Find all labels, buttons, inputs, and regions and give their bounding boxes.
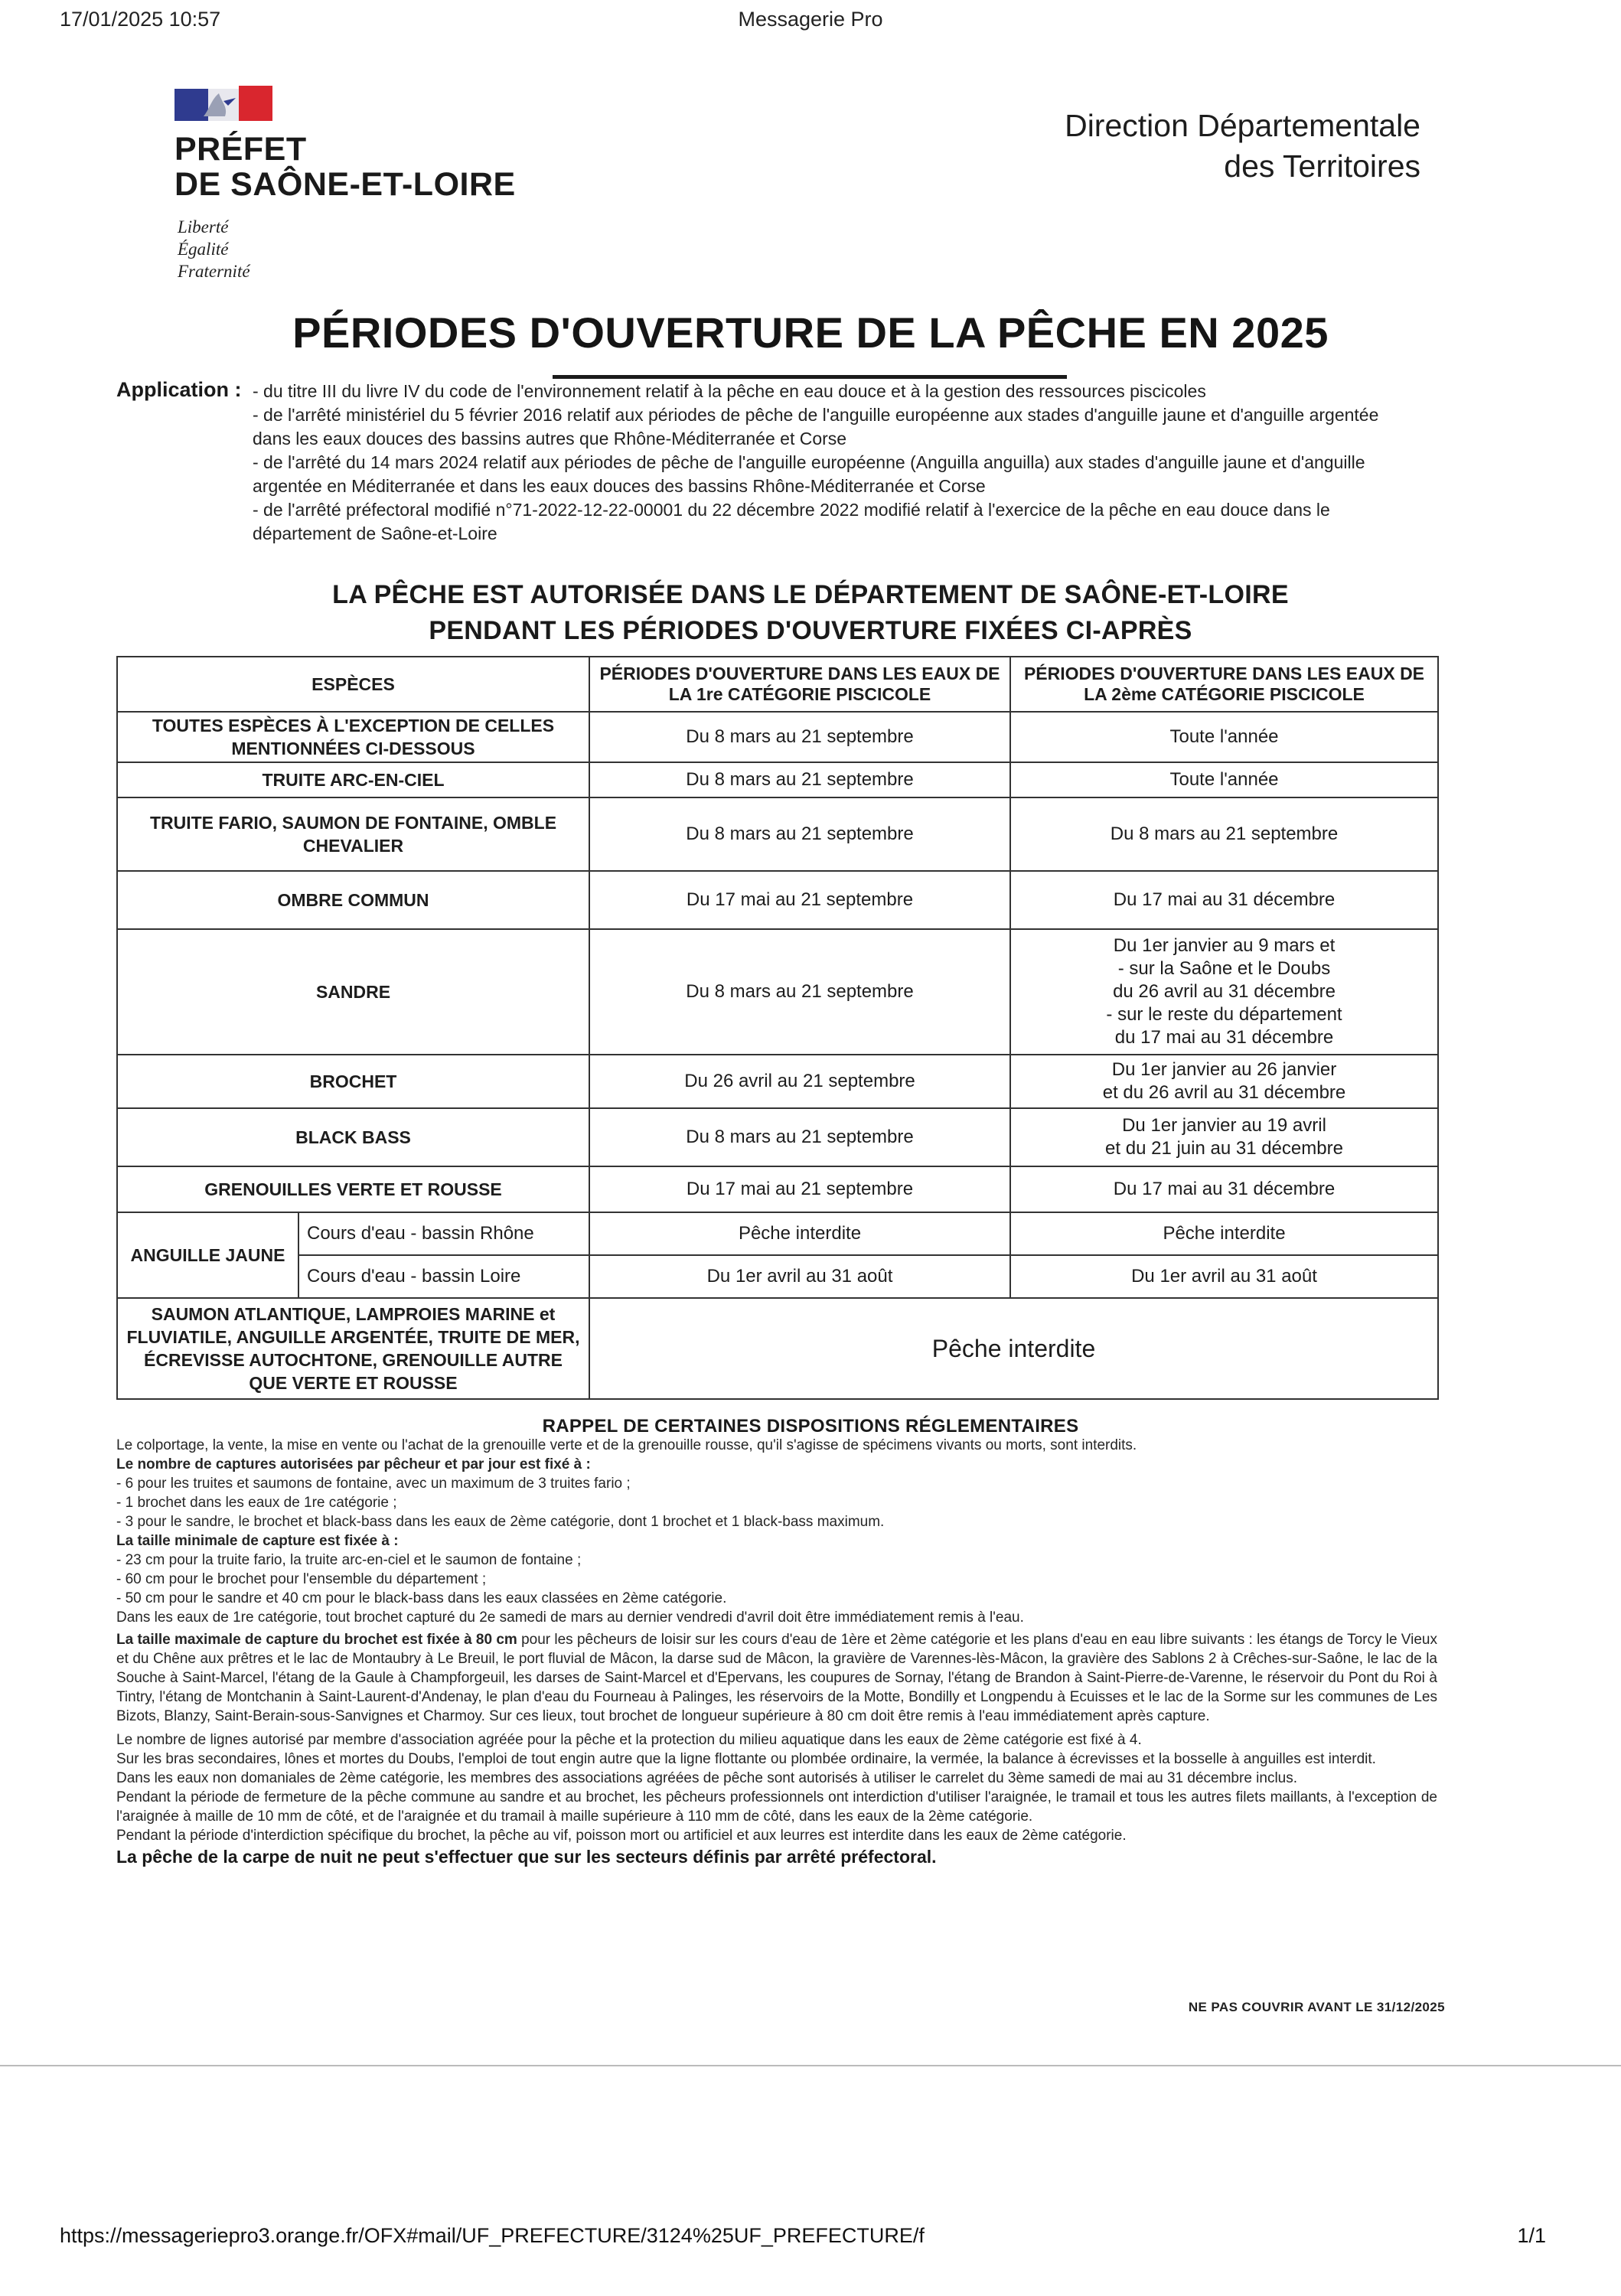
basin-loire-label: Cours d'eau - bassin Loire: [298, 1255, 589, 1298]
rappel-body: [116, 1436, 1437, 1868]
species-cell: OMBRE COMMUN: [117, 871, 589, 929]
table-row: [117, 1166, 1438, 1212]
captures-item: - 1 brochet dans les eaux de 1re catégorie ;: [116, 1495, 397, 1511]
republic-motto: [178, 216, 250, 282]
motto-fraternite: Fraternité: [178, 262, 250, 281]
table-row: [117, 1108, 1438, 1166]
table-row: [117, 1255, 1438, 1298]
captures-item: - 6 pour les truites et saumons de fontaine, avec un maximum de 3 truites fario ;: [116, 1476, 631, 1492]
cat1-period-cell: Du 17 mai au 21 septembre: [589, 871, 1010, 929]
period-line: Du 1er janvier au 19 avril: [1122, 1115, 1326, 1136]
period-line: et du 26 avril au 31 décembre: [1102, 1082, 1346, 1103]
prefet-line1: PRÉFET: [174, 131, 307, 168]
cat1-period-cell: Du 8 mars au 21 septembre: [589, 762, 1010, 797]
cat1-period-cell: Du 17 mai au 21 septembre: [589, 1166, 1010, 1212]
cat1-period-cell: Pêche interdite: [589, 1212, 1010, 1255]
taille-item: - 50 cm pour le sandre et 40 cm pour le black-bass dans les eaux classées en 2ème catégorie.: [116, 1590, 727, 1606]
species-cell: BROCHET: [117, 1055, 589, 1108]
prefet-title: [174, 132, 516, 202]
species-cell-anguille-jaune: ANGUILLE JAUNE: [117, 1212, 298, 1298]
cat1-period-cell: Du 8 mars au 21 septembre: [589, 1108, 1010, 1166]
rappel-paragraph: Sur les bras secondaires, lônes et mortes du Doubs, l'emploi de tout engin autre que la ligne flottante ou plombée ordinaire, la vermée, la balance à écrevisses et la bosselle à anguilles est interdit.: [116, 1751, 1376, 1767]
cat1-period-cell: Du 8 mars au 21 septembre: [589, 797, 1010, 871]
cat1-period-cell: Du 1er avril au 31 août: [589, 1255, 1010, 1298]
period-line: et du 21 juin au 31 décembre: [1105, 1138, 1343, 1159]
header-cat1: PÉRIODES D'OUVERTURE DANS LES EAUX DE LA 1re CATÉGORIE PISCICOLE: [589, 657, 1010, 712]
ddt-line2: des Territoires: [1224, 148, 1420, 184]
period-line: - sur la Saône et le Doubs: [1117, 958, 1331, 979]
captures-heading: Le nombre de captures autorisées par pêcheur et par jour est fixé à :: [116, 1456, 591, 1473]
species-cell: TRUITE FARIO, SAUMON DE FONTAINE, OMBLE CHEVALIER: [117, 797, 589, 871]
prefet-line2: DE SAÔNE-ET-LOIRE: [174, 166, 516, 203]
captures-item: - 3 pour le sandre, le brochet et black-bass dans les eaux de 2ème catégorie, dont 1 brochet et 1 black-bass maximum.: [116, 1514, 885, 1530]
ne-pas-couvrir-notice: NE PAS COUVRIR AVANT LE 31/12/2025: [1188, 2000, 1445, 2014]
cat2-period-cell: Du 1er avril au 31 août: [1010, 1255, 1438, 1298]
period-line: du 17 mai au 31 décembre: [1114, 1027, 1334, 1048]
application-label: Application :: [116, 378, 242, 401]
document-title: PÉRIODES D'OUVERTURE DE LA PÊCHE EN 2025: [292, 308, 1329, 357]
table-row: [117, 1298, 1438, 1399]
taille-max-heading: La taille maximale de capture du brochet est fixée à 80 cm: [116, 1632, 517, 1648]
cat1-period-cell: Du 8 mars au 21 septembre: [589, 929, 1010, 1055]
taille-item: - 60 cm pour le brochet pour l'ensemble du département ;: [116, 1571, 487, 1587]
ddt-heading: [1065, 106, 1420, 187]
taille-item: - 23 cm pour la truite fario, la truite arc-en-ciel et le saumon de fontaine ;: [116, 1552, 582, 1568]
application-line: - de l'arrêté préfectoral modifié n°71-2022-12-22-00001 du 22 décembre 2022 modifié relatif à l'exercice de la pêche en eau douce dans le département de Saône-et-Loire: [253, 500, 1330, 543]
rappel-title: RAPPEL DE CERTAINES DISPOSITIONS RÉGLEMENTAIRES: [542, 1416, 1079, 1437]
header-species: ESPÈCES: [117, 657, 589, 712]
print-url: https://messageriepro3.orange.fr/OFX#mail/UF_PREFECTURE/3124%25UF_PREFECTURE/f: [60, 2224, 925, 2247]
period-line: Du 1er janvier au 9 mars et: [1113, 935, 1336, 956]
rappel-paragraph: Dans les eaux de 1re catégorie, tout brochet capturé du 2e samedi de mars au dernier vendredi d'avril doit être immédiatement remis à l'eau.: [116, 1609, 1024, 1626]
cat1-period-cell: Du 8 mars au 21 septembre: [589, 712, 1010, 762]
cat2-period-cell: [1010, 1108, 1438, 1166]
species-cell: BLACK BASS: [117, 1108, 589, 1166]
rappel-paragraph: Le nombre de lignes autorisé par membre d'association agréée pour la pêche et la protection du milieu aquatique dans les eaux de 2ème catégorie est fixé à 4.: [116, 1732, 1142, 1748]
species-cell: TRUITE ARC-EN-CIEL: [117, 762, 589, 797]
print-page-number: 1/1: [1517, 2224, 1546, 2247]
authorization-line1: LA PÊCHE EST AUTORISÉE DANS LE DÉPARTEMENT DE SAÔNE-ET-LOIRE: [332, 580, 1289, 609]
cat2-period-cell: Du 17 mai au 31 décembre: [1010, 1166, 1438, 1212]
print-date: 17/01/2025 10:57: [60, 8, 221, 31]
carpe-notice: La pêche de la carpe de nuit ne peut s'effectuer que sur les secteurs définis par arrêté préfectoral.: [116, 1847, 937, 1867]
forbidden-cell: Pêche interdite: [589, 1298, 1438, 1399]
marianne-flag-logo: [174, 86, 272, 124]
authorization-line2: PENDANT LES PÉRIODES D'OUVERTURE FIXÉES CI-APRÈS: [429, 616, 1192, 645]
rappel-paragraph: Dans les eaux non domaniales de 2ème catégorie, les membres des associations agréées de pêche sont autorisés à utiliser le carrelet du 3ème samedi de mai au 31 décembre inclus.: [116, 1770, 1298, 1786]
table-row: [117, 871, 1438, 929]
cat2-period-cell: [1010, 1055, 1438, 1108]
header-cat2: PÉRIODES D'OUVERTURE DANS LES EAUX DE LA 2ème CATÉGORIE PISCICOLE: [1010, 657, 1438, 712]
table-header-row: [117, 657, 1438, 712]
application-line: - du titre III du livre IV du code de l'environnement relatif à la pêche en eau douce et à la gestion des ressources piscicoles: [253, 381, 1206, 401]
period-line: - sur le reste du département: [1106, 1004, 1342, 1025]
title-underline: [553, 375, 1067, 379]
cat2-period-cell: Toute l'année: [1010, 762, 1438, 797]
table-row: [117, 712, 1438, 762]
cat1-period-cell: Du 26 avril au 21 septembre: [589, 1055, 1010, 1108]
period-line: du 26 avril au 31 décembre: [1113, 981, 1336, 1002]
cat2-period-cell: Toute l'année: [1010, 712, 1438, 762]
rappel-paragraph: [116, 1630, 1437, 1726]
rappel-paragraph: Le colportage, la vente, la mise en vente ou l'achat de la grenouille verte et de la grenouille rousse, qu'il s'agisse de spécimens vivants ou morts, sont interdits.: [116, 1437, 1137, 1453]
period-line: Du 1er janvier au 26 janvier: [1111, 1059, 1337, 1080]
table-row: [117, 1055, 1438, 1108]
fishing-periods-table: [116, 656, 1439, 1400]
basin-rhone-label: Cours d'eau - bassin Rhône: [298, 1212, 589, 1255]
species-cell: SAUMON ATLANTIQUE, LAMPROIES MARINE et FLUVIATILE, ANGUILLE ARGENTÉE, TRUITE DE MER, ÉCREVISSE AUTOCHTONE, GRENOUILLE AUTRE QUE VERTE ET ROUSSE: [117, 1298, 589, 1399]
rappel-paragraph: Pendant la période d'interdiction spécifique du brochet, la pêche au vif, poisson mort ou artificiel et aux leurres est interdite dans les eaux de 2ème catégorie.: [116, 1828, 1127, 1844]
ddt-line1: Direction Départementale: [1065, 108, 1420, 143]
table-row: [117, 797, 1438, 871]
application-line: - de l'arrêté ministériel du 5 février 2016 relatif aux périodes de pêche de l'anguille européenne aux stades d'anguille jaune et d'anguille argentée dans les eaux douces des bassins autres que Rhône-Méditerranée et Corse: [253, 405, 1379, 448]
cat2-period-cell: Du 17 mai au 31 décembre: [1010, 871, 1438, 929]
taille-heading: La taille minimale de capture est fixée à :: [116, 1533, 399, 1549]
authorization-heading: [0, 577, 1621, 649]
application-line: - de l'arrêté du 14 mars 2024 relatif aux périodes de pêche de l'anguille européenne (Anguilla anguilla) aux stades d'anguille jaune et d'anguille argentée en Méditerranée et dans les eaux douces des bassins Rhône-Méditerranée et Corse: [253, 452, 1365, 496]
cat2-period-cell: Du 8 mars au 21 septembre: [1010, 797, 1438, 871]
cat2-period-cell: Pêche interdite: [1010, 1212, 1438, 1255]
species-cell: TOUTES ESPÈCES À L'EXCEPTION DE CELLES MENTIONNÉES CI-DESSOUS: [117, 712, 589, 762]
taille-max-text: pour les pêcheurs de loisir sur les cours d'eau de 1ère et 2ème catégorie et les plans d'eau en eau libre suivants : les étangs de Torcy le Vieux et du Chêne aux prêtres et le lac de Montaubry à Le Breuil, le port fluvial de Mâcon, la darse sud de Mâcon, la gravière de Varennes-lès-Mâcon, la gravière des Sablons 2 à Crêches-sur-Saône, le lac de la Souche à Saint-Marcel, l'étang de la Gaule à Champforgeuil, les darses de Saint-Marcel et d'Epervans, les coupures de Sornay, l'étang de Brandon à Saint-Pierre-de-Varenne, le réservoir du Pont du Roi à Tintry, l'étang de Montchanin à Saint-Laurent-d'Andenay, le plan d'eau du Fourneau à Palinges, les réservoirs de la Motte, Bondilly et Longpendu à Ecuisses et le lac de la Sorme sur les communes de Les Bizots, Blanzy, Saint-Berain-sous-Sanvignes et Charmoy. Sur ces lieux, tout brochet de longueur supérieure à 80 cm doit être remis à l'eau immédiatement après capture.: [116, 1632, 1437, 1724]
species-cell: SANDRE: [117, 929, 589, 1055]
table-row: [117, 762, 1438, 797]
page-bottom-rule: [0, 2065, 1621, 2066]
cat2-period-cell: [1010, 929, 1438, 1055]
rappel-paragraph: Pendant la période de fermeture de la pêche commune au sandre et au brochet, les pêcheurs professionnels ont interdiction d'utiliser l'araignée, le tramail et tous les autres filets maillants, à l'exception de l'araignée à maille de 10 mm de côté, et de l'araignée et du tramail à maille supérieure à 110 mm de côté, dans les eaux de la 2ème catégorie.: [116, 1789, 1437, 1825]
motto-liberte: Liberté: [178, 217, 229, 236]
application-text: [253, 380, 1404, 546]
motto-egalite: Égalité: [178, 240, 229, 259]
species-cell: GRENOUILLES VERTE ET ROUSSE: [117, 1166, 589, 1212]
table-row: [117, 1212, 1438, 1255]
table-row: [117, 929, 1438, 1055]
print-page-title: Messagerie Pro: [738, 8, 883, 31]
